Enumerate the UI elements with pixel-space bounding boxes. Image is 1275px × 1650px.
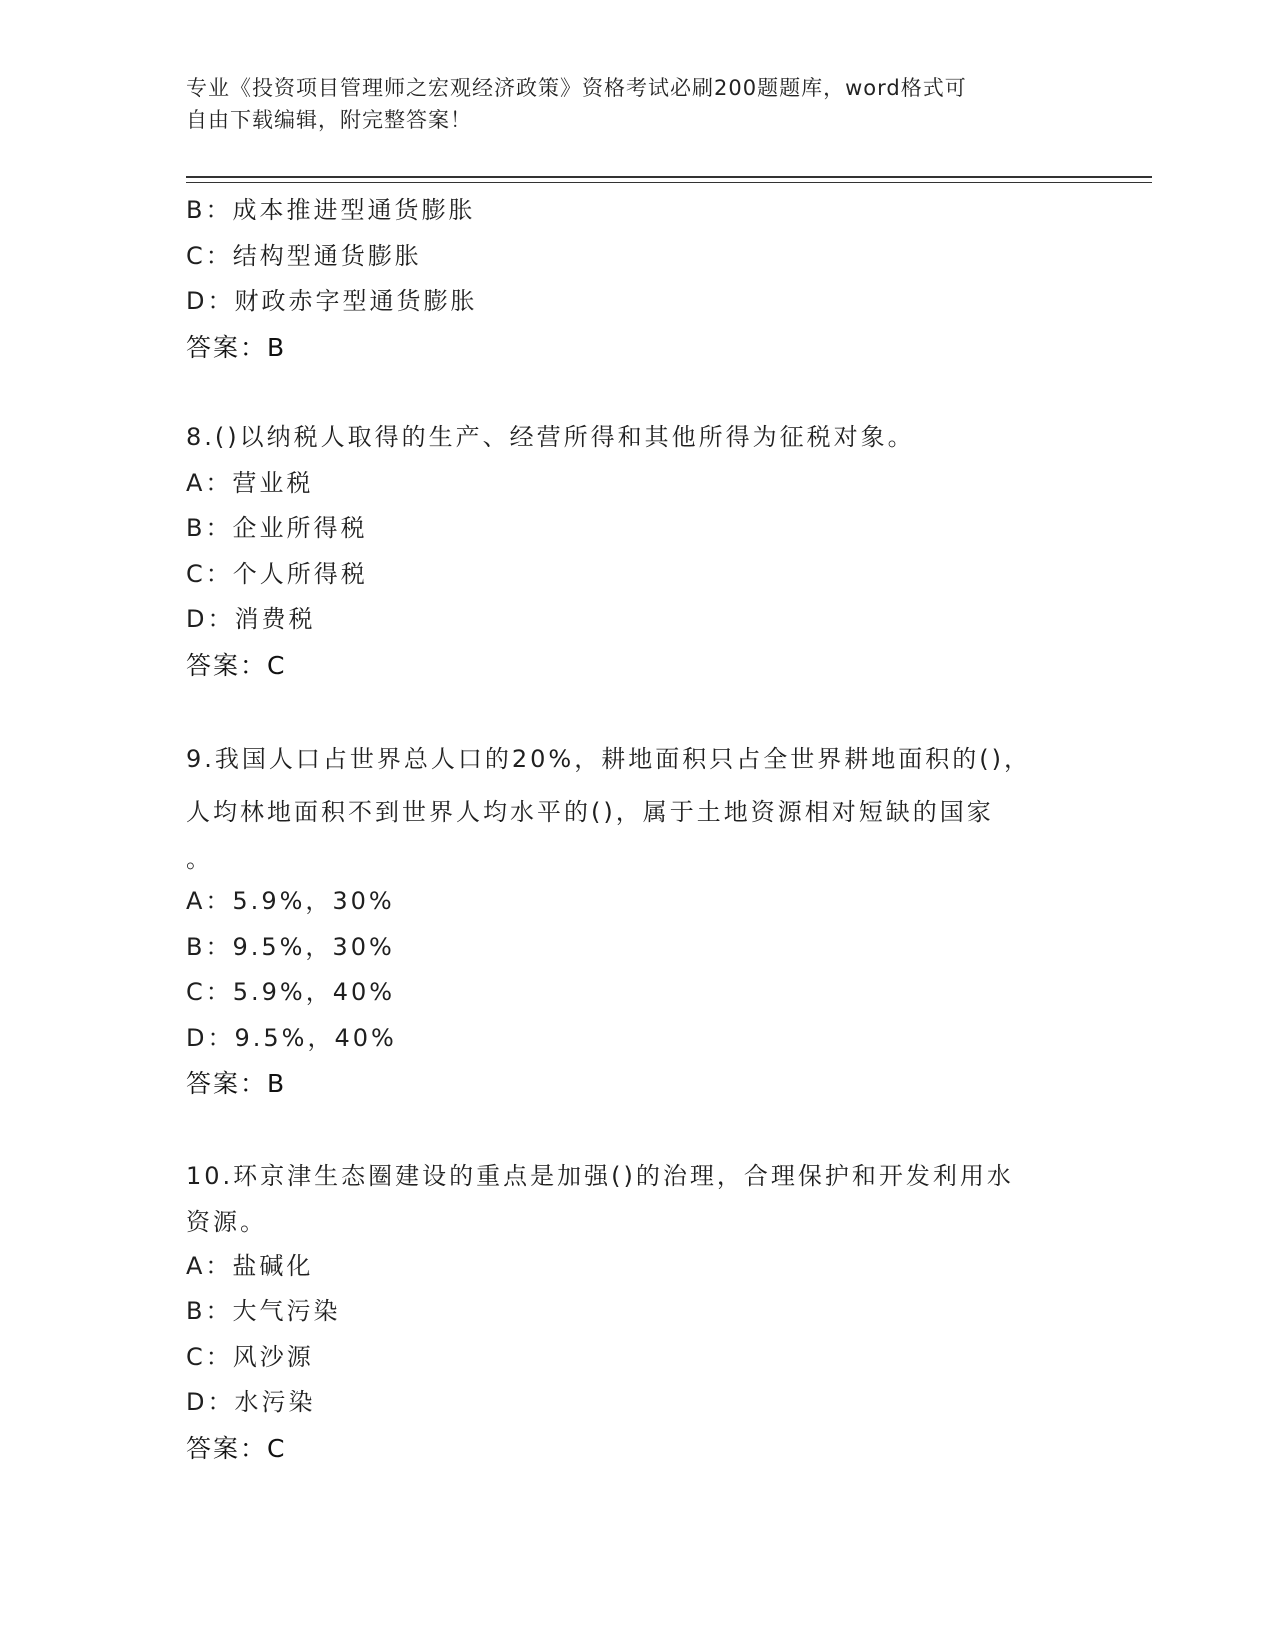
option-d: D：9.5%，40% <box>186 1023 397 1052</box>
option-c: C：结构型通货膨胀 <box>186 241 422 270</box>
option-b: B：9.5%，30% <box>186 932 395 961</box>
option-a: A：盐碱化 <box>186 1251 314 1280</box>
option-c: C：个人所得税 <box>186 559 368 588</box>
question-stem-line-3: 。 <box>186 845 213 873</box>
option-d: D：财政赤字型通货膨胀 <box>186 287 478 315</box>
question-list <box>186 188 1086 1471</box>
header-line-2: 自由下载编辑，附完整答案！ <box>186 108 472 132</box>
answer-line: 答案：C <box>186 1433 287 1463</box>
question-stem-line-1: 9.我国人口占世界总人口的20%，耕地面积只占全世界耕地面积的()， <box>186 745 1031 773</box>
header-divider-thin <box>186 182 1152 183</box>
question-stem-line-2: 人均林地面积不到世界人均水平的()，属于土地资源相对短缺的国家 <box>186 798 994 826</box>
question-stem-line-1: 10.环京津生态圈建设的重点是加强()的治理，合理保护和开发利用水 <box>186 1161 1014 1190</box>
question-10 <box>186 1152 1086 1472</box>
question-stem-line-2: 资源。 <box>186 1207 267 1236</box>
option-b: B：企业所得税 <box>186 514 368 542</box>
answer-line: 答案：B <box>186 1069 287 1098</box>
answer-line: 答案：C <box>186 650 287 680</box>
option-c: C：风沙源 <box>186 1342 314 1371</box>
question-8 <box>186 415 1086 688</box>
option-b: B：大气污染 <box>186 1297 341 1325</box>
option-a: A：5.9%，30% <box>186 887 395 915</box>
answer-line: 答案：B <box>186 332 287 362</box>
option-d: D：水污染 <box>186 1388 316 1416</box>
option-b: B：成本推进型通货膨胀 <box>186 196 476 224</box>
option-d: D：消费税 <box>186 605 316 633</box>
option-a: A：营业税 <box>186 468 314 497</box>
question-stem: 8.()以纳税人取得的生产、经营所得和其他所得为征税对象。 <box>186 423 915 451</box>
question-9 <box>186 733 1086 1107</box>
document-header <box>186 72 1066 136</box>
header-line-1: 专业《投资项目管理师之宏观经济政策》资格考试必刷200题题库，word格式可 <box>186 76 967 100</box>
header-divider-thick <box>186 176 1152 178</box>
option-c: C：5.9%，40% <box>186 978 396 1006</box>
question-7-continued <box>186 188 1086 370</box>
